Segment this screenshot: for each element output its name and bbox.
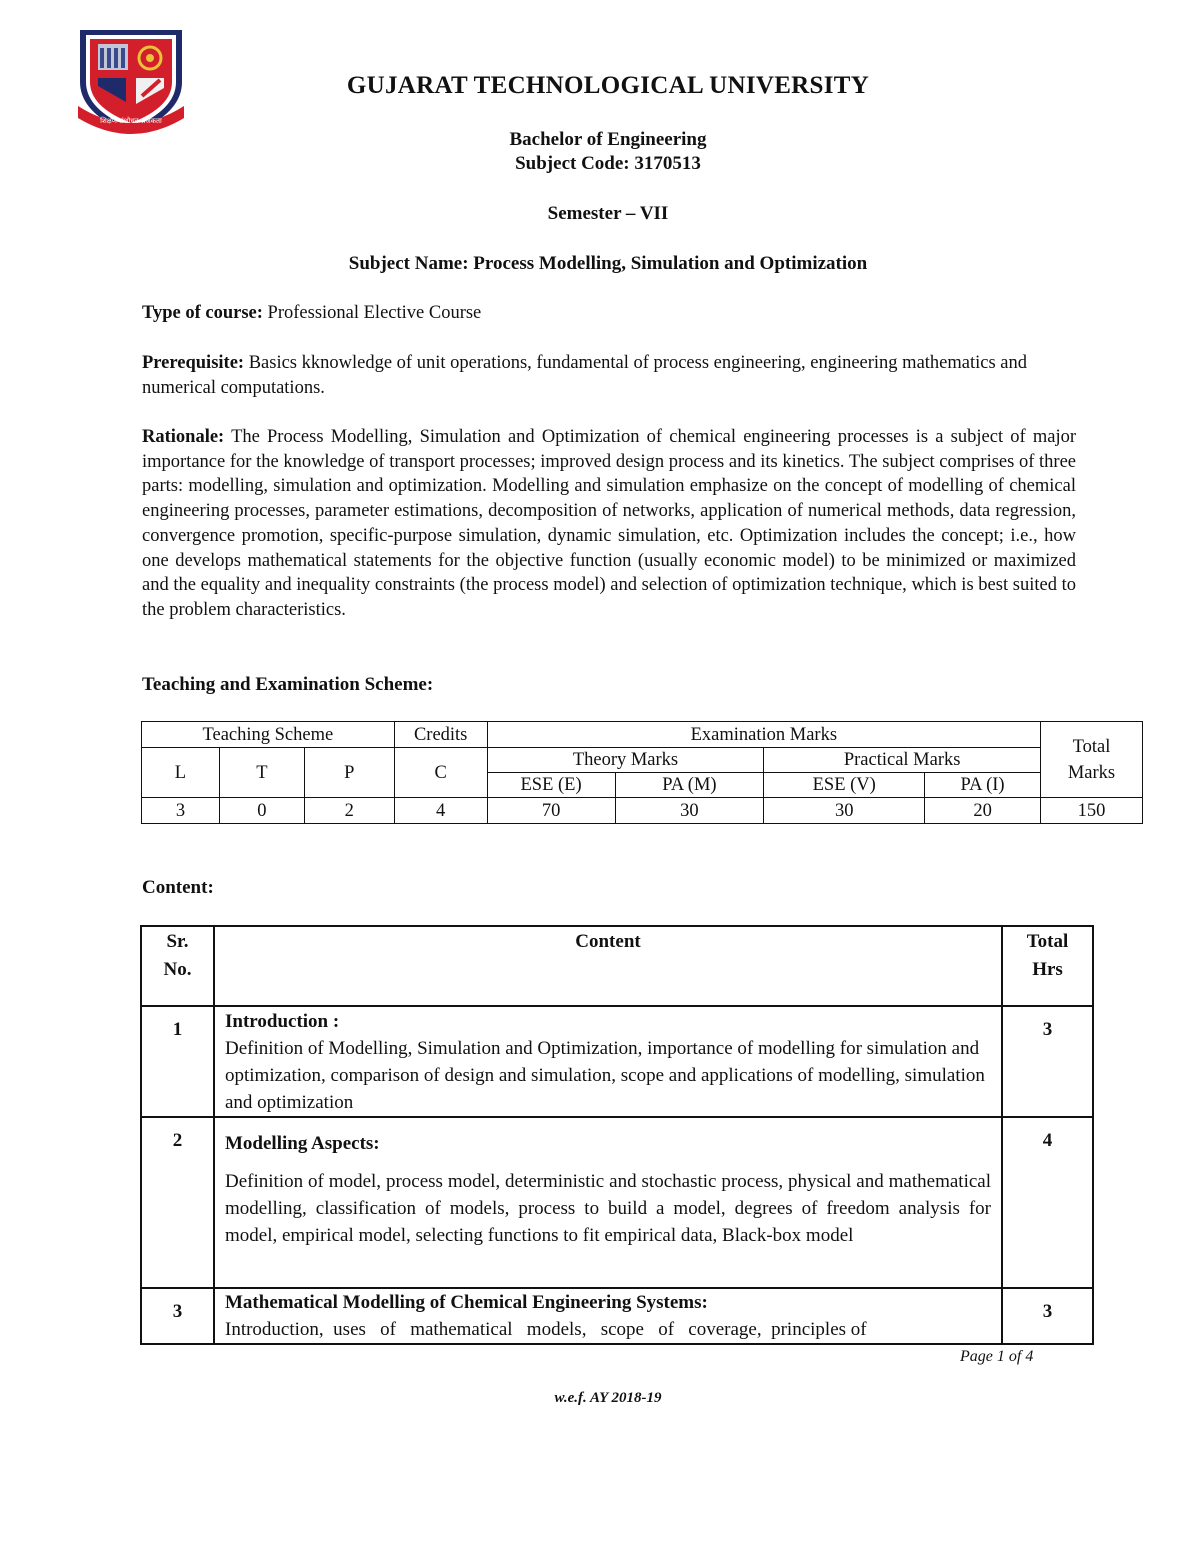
unit-body: Definition of Modelling, Simulation and Optimization, importance of modelling for simulation and optimization, comparison of design and simulation, scope and applications of modelling, simulation and optimization [225,1038,985,1113]
row-hrs: 3 [1002,1006,1093,1117]
logo-ribbon-text: शिक्षण संशोधन सर्जकता [100,117,162,125]
value-t: 0 [219,798,304,824]
university-title: GUJARAT TECHNOLOGICAL UNIVERSITY [346,72,870,99]
row-content [214,1006,1002,1117]
row-content [214,1117,1002,1288]
wef-note: w.e.f. AY 2018-19 [554,1390,662,1406]
row-hrs: 3 [1002,1288,1093,1344]
rationale [142,425,1076,623]
type-of-course-label: Type of course: [142,303,263,323]
value-l: 3 [142,798,220,824]
unit-body: Introduction, uses of mathematical models, scope of coverage, principles of [225,1319,867,1340]
hrs-header-line2: Hrs [1032,959,1063,980]
ese-e-header: ESE (E) [487,773,615,798]
value-pa-i: 20 [925,798,1041,824]
sr-header-line2: No. [163,959,192,980]
unit-title: Introduction : [225,1011,340,1032]
teaching-scheme-table [141,721,1143,824]
table-row [141,1006,1093,1117]
total-marks-header [1041,722,1143,798]
examination-marks-header: Examination Marks [487,722,1040,748]
value-pa-m: 30 [615,798,764,824]
teaching-scheme-header: Teaching Scheme [142,722,395,748]
rationale-value: The Process Modelling, Simulation and Optimization of chemical engineering processes is a subject of major importance for the knowledge of transport processes; improved design process and its kinetics. The subject comprises of three parts: modelling, simulation and optimization. Modelling and simulation emphasize on the concept of modelling of chemical engineering processes, parameter estimations, decomposition of networks, application of numerical methods, data regression, convergence promotion, specific-purpose simulation, dynamic simulation, etc. Optimization includes the concept; i.e., how one develops mathematical statements for the objective function (usually economic model) to be minimized or maximized and the equality and inequality constraints (the process model) and selection of optimization technique, which is best suited to the problem characteristics. [142,427,1076,620]
total-hrs-header [1002,926,1093,1006]
col-p: P [304,748,394,798]
type-of-course [142,301,1076,326]
credits-header: Credits [394,722,487,748]
hrs-header-line1: Total [1026,931,1069,952]
scheme-heading: Teaching and Examination Scheme: [142,674,434,695]
type-of-course-value: Professional Elective Course [262,303,482,323]
content-table [140,925,1094,1345]
value-ese-e: 70 [487,798,615,824]
prerequisite [142,351,1076,400]
practical-marks-header: Practical Marks [764,748,1041,773]
content-heading: Content: [142,877,214,898]
sr-header-line1: Sr. [166,931,189,952]
unit-body: Definition of model, process model, deterministic and stochastic process, physical and mathematical modelling, classification of models, process to build a model, degrees of freedom analysis for model, empirical model, selecting functions to fit empirical data, Black-box model [225,1171,991,1246]
row-sr: 3 [141,1288,214,1344]
value-c: 4 [394,798,487,824]
unit-title: Modelling Aspects: [225,1133,380,1154]
content-header: Content [214,926,1002,1006]
page-number: Page 1 of 4 [960,1348,1034,1365]
col-t: T [219,748,304,798]
value-p: 2 [304,798,394,824]
table-row [141,1117,1093,1288]
row-sr: 1 [141,1006,214,1117]
theory-marks-header: Theory Marks [487,748,764,773]
ese-v-header: ESE (V) [764,773,925,798]
table-row [141,1288,1093,1344]
prerequisite-value: Basics kknowledge of unit operations, fundamental of process engineering, engineering mathematics and numerical computations. [142,353,1028,398]
prerequisite-label: Prerequisite: [142,353,245,373]
content-header-row [141,926,1093,1006]
subject-code: Subject Code: 3170513 [515,153,701,174]
sr-no-header [141,926,214,1006]
pa-m-header: PA (M) [615,773,764,798]
rationale-label: Rationale: [142,427,225,447]
col-l: L [142,748,220,798]
row-sr: 2 [141,1117,214,1288]
total-marks-line2: Marks [1067,762,1116,783]
semester: Semester – VII [547,203,669,224]
col-c: C [394,748,487,798]
row-content [214,1288,1002,1344]
value-ese-v: 30 [764,798,925,824]
unit-title: Mathematical Modelling of Chemical Engineering Systems: [225,1292,708,1313]
row-hrs: 4 [1002,1117,1093,1288]
pa-i-header: PA (I) [925,773,1041,798]
total-marks-line1: Total [1072,736,1111,757]
subject-name: Subject Name: Process Modelling, Simulation and Optimization [348,253,868,274]
value-total: 150 [1041,798,1143,824]
degree: Bachelor of Engineering [509,129,707,150]
scheme-values-row [142,798,1143,824]
